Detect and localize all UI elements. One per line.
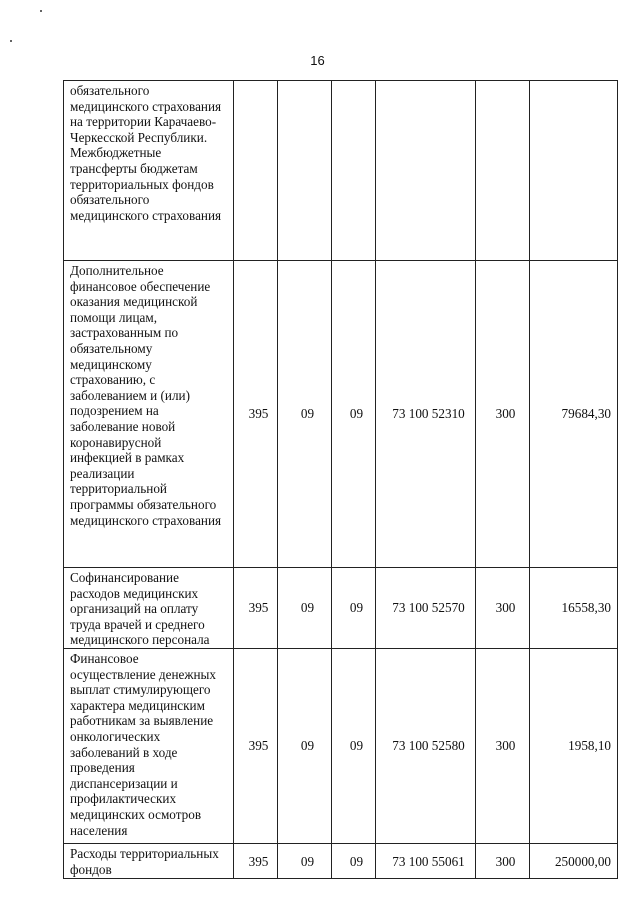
row-expense-type: 300 — [476, 261, 530, 568]
row-grbs: 395 — [234, 648, 278, 843]
row-amount: 79684,30 — [530, 261, 618, 568]
row-section: 09 — [278, 648, 332, 843]
row-expense-type: 300 — [476, 568, 530, 649]
row-section: 09 — [278, 843, 332, 878]
row-section: 09 — [278, 261, 332, 568]
row-grbs — [234, 81, 278, 261]
table-row — [64, 648, 618, 843]
row-name: Софинансирование расходов медицинских организаций на оплату труда врачей и среднего медицинского персонала — [64, 568, 234, 649]
table-row — [64, 261, 618, 568]
row-subsection: 09 — [332, 568, 376, 649]
row-grbs: 395 — [234, 261, 278, 568]
row-subsection: 09 — [332, 843, 376, 878]
row-name: Расходы территориальных фондов — [64, 843, 234, 878]
row-expense-type: 300 — [476, 648, 530, 843]
row-amount: 250000,00 — [530, 843, 618, 878]
row-target-article: 73 100 55061 — [376, 843, 476, 878]
row-subsection: 09 — [332, 261, 376, 568]
row-grbs: 395 — [234, 843, 278, 878]
row-expense-type — [476, 81, 530, 261]
row-expense-type: 300 — [476, 843, 530, 878]
row-target-article: 73 100 52580 — [376, 648, 476, 843]
row-section — [278, 81, 332, 261]
row-target-article: 73 100 52570 — [376, 568, 476, 649]
page-number: 16 — [310, 53, 325, 68]
row-section: 09 — [278, 568, 332, 649]
row-amount: 1958,10 — [530, 648, 618, 843]
scan-speck — [40, 10, 42, 12]
table-row — [64, 81, 618, 261]
row-target-article — [376, 81, 476, 261]
row-name: Дополнительное финансовое обеспечение оказания медицинской помощи лицам, застрахованным по обязательному медицинскому страхованию, с заболеванием и (или) подозрением на заболевание новой коронавирусной инфекцией в рамках реализации территориальной программы обязательного медицинского страхования — [64, 261, 234, 568]
row-name: Финансовое осуществление денежных выплат стимулирующего характера медицинским работникам за выявление онкологических заболеваний в ходе проведения диспансеризации и профилактических медицинских осмотров населения — [64, 648, 234, 843]
row-grbs: 395 — [234, 568, 278, 649]
row-target-article: 73 100 52310 — [376, 261, 476, 568]
row-name: обязательного медицинского страхования на территории Карачаево-Черкесской Республики. Межбюджетные трансферты бюджетам территориальных фондов обязательного медицинского страхования — [64, 81, 234, 261]
budget-table — [63, 80, 618, 879]
table-row — [64, 568, 618, 649]
row-subsection — [332, 81, 376, 261]
row-amount — [530, 81, 618, 261]
row-amount: 16558,30 — [530, 568, 618, 649]
row-subsection: 09 — [332, 648, 376, 843]
table-row — [64, 843, 618, 878]
scan-speck — [10, 40, 12, 42]
